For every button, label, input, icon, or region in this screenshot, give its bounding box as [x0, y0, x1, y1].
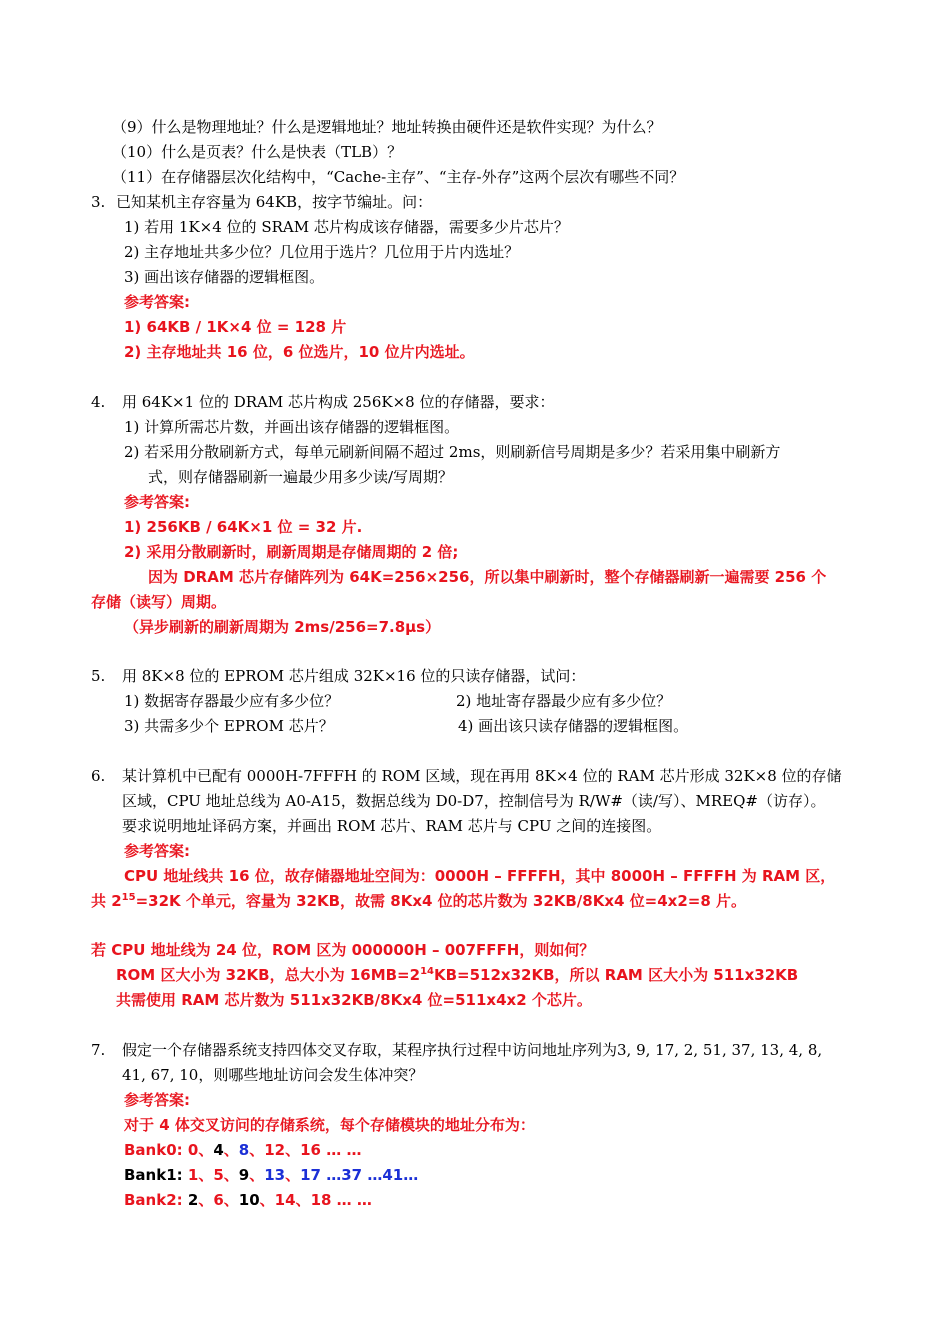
q3-number: 3.	[91, 193, 106, 211]
q4-answer-3: 因为 DRAM 芯片存储阵列为 64K=256×256，所以集中刷新时，整个存储器刷新一遍需要 256 个	[148, 568, 827, 586]
bank1-value-4: 17	[300, 1166, 321, 1184]
q3-sub-2: 2) 主存地址共多少位？几位用于选片？几位用于片内选址？	[124, 243, 520, 261]
bank2-sep-2: 、	[223, 1191, 239, 1209]
q6-line-3: 要求说明地址译码方案，并画出 ROM 芯片、RAM 芯片与 CPU 之间的连接图。	[122, 817, 662, 835]
q4-answer-2: 2) 采用分散刷新时，刷新周期是存储周期的 2 倍;	[124, 543, 459, 561]
q3-sub-1: 1) 若用 1K×4 位的 SRAM 芯片构成该存储器，需要多少片芯片？	[124, 218, 569, 236]
bank2-value-4: 18 … …	[310, 1191, 372, 1209]
bank0-value-3: 12	[264, 1141, 286, 1159]
question-9: （9）什么是物理地址？什么是逻辑地址？地址转换由硬件还是软件实现？为什么？	[112, 118, 662, 136]
bank0-value-0: 0	[187, 1141, 199, 1159]
bank1-value-0: 1	[187, 1166, 199, 1184]
bank0-sep-3: 、	[249, 1141, 265, 1159]
q4-sub-2b: 式，则存储器刷新一遍最少用多少读/写周期？	[148, 468, 454, 486]
q6-answer-2	[91, 891, 746, 914]
q5-sub-2: 2) 地址寄存器最少应有多少位？	[456, 692, 672, 710]
q4-number: 4.	[91, 393, 106, 411]
bank1-value-1: 5	[213, 1166, 224, 1184]
q7-line-1: 假定一个存储器系统支持四体交叉存取，某程序执行过程中访问地址序列为3, 9, 17, 2, 51, 37, 13, 4, 8,	[122, 1041, 823, 1059]
bank1-label: Bank1:	[124, 1166, 188, 1184]
bank0-sep-4: 、	[285, 1141, 301, 1159]
q4-answer-1: 1) 256KB / 64K×1 位 = 32 片.	[124, 518, 363, 536]
q6-answer-2-post: =32K 个单元，容量为 32KB，故需 8Kx4 位的芯片数为 32KB/8Kx4 位=4x2=8 片。	[135, 892, 747, 910]
bank2-value-1: 6	[213, 1191, 224, 1209]
q3-answer-1: 1) 64KB / 1K×4 位 = 128 片	[124, 318, 347, 336]
q4-answer-5: （异步刷新的刷新周期为 2ms/256=7.8μs）	[124, 618, 441, 636]
question-10: （10）什么是页表？什么是快表（TLB）？	[112, 143, 403, 161]
q6-line-2: 区域，CPU 地址总线为 A0-A15，数据总线为 D0-D7，控制信号为 R/W#（读/写）、MREQ#（访存）。	[122, 792, 826, 810]
q6-line-1: 某计算机中已配有 0000H-7FFFH 的 ROM 区域，现在再用 8K×4 位的 RAM 芯片形成 32K×8 位的存储	[122, 767, 842, 785]
q6-extension-3: 共需使用 RAM 芯片数为 511x32KB/8Kx4 位=511x4x2 个芯片。	[116, 991, 592, 1009]
q4-answer-label: 参考答案:	[124, 493, 190, 511]
bank0-sep-2: 、	[223, 1141, 239, 1159]
bank2-sep-3: 、	[259, 1191, 275, 1209]
q6-answer-2-exponent: 15	[121, 892, 136, 903]
q6-answer-label: 参考答案:	[124, 842, 190, 860]
q5-stem: 用 8K×8 位的 EPROM 芯片组成 32K×16 位的只读存储器，试问：	[122, 667, 586, 685]
bank2-value-2: 10	[238, 1191, 260, 1209]
q7-answer-label: 参考答案:	[124, 1091, 190, 1109]
bank1-value-2: 9	[238, 1166, 250, 1184]
bank2-sep-1: 、	[198, 1191, 214, 1209]
bank2-value-0: 2	[187, 1191, 199, 1209]
q5-sub-4: 4) 画出该只读存储器的逻辑框图。	[458, 717, 689, 735]
q3-stem: 已知某机主存容量为 64KB，按字节编址。问：	[116, 193, 433, 211]
q3-sub-3: 3) 画出该存储器的逻辑框图。	[124, 268, 325, 286]
bank0-value-1: 4	[213, 1141, 224, 1159]
bank1-sep-2: 、	[223, 1166, 239, 1184]
q6-extension-1: 若 CPU 地址线为 24 位，ROM 区为 000000H – 007FFFH，则如何？	[91, 941, 595, 959]
bank0-value-2: 8	[238, 1141, 250, 1159]
bank0-value-4: 16 … …	[300, 1141, 362, 1159]
q3-answer-label: 参考答案:	[124, 293, 190, 311]
q4-stem: 用 64K×1 位的 DRAM 芯片构成 256K×8 位的存储器，要求：	[122, 393, 555, 411]
question-11: （11）在存储器层次化结构中，“Cache-主存”、“主存-外存”这两个层次有哪些不同？	[112, 168, 685, 186]
q7-number: 7.	[91, 1041, 106, 1059]
q3-answer-2: 2) 主存地址共 16 位，6 位选片，10 位片内选址。	[124, 343, 475, 361]
q4-sub-1: 1) 计算所需芯片数，并画出该存储器的逻辑框图。	[124, 418, 460, 436]
bank2-sep-4: 、	[295, 1191, 311, 1209]
q6-number: 6.	[91, 767, 106, 785]
q4-sub-2a: 2) 若采用分散刷新方式，每单元刷新间隔不超过 2ms，则刷新信号周期是多少？若采用集中刷新方	[124, 443, 781, 461]
q5-sub-3: 3) 共需多少个 EPROM 芯片？	[124, 717, 334, 735]
bank2-label: Bank2:	[124, 1191, 188, 1209]
q6-extension-2	[116, 965, 798, 988]
bank1-value-3: 13	[264, 1166, 286, 1184]
bank1-sep-4: 、	[285, 1166, 301, 1184]
q6-extension-2-pre: ROM 区大小为 32KB，总大小为 16MB=2	[116, 966, 421, 984]
bank1-value-6: …41…	[362, 1166, 419, 1184]
bank0-label: Bank0:	[124, 1141, 188, 1159]
bank1-sep-3: 、	[249, 1166, 265, 1184]
q6-extension-2-post: KB=512x32KB，所以 RAM 区大小为 511x32KB	[434, 966, 799, 984]
bank1-row	[124, 1165, 418, 1185]
bank2-row	[124, 1190, 372, 1210]
bank0-sep-1: 、	[198, 1141, 214, 1159]
q7-answer-1: 对于 4 体交叉访问的存储系统，每个存储模块的地址分布为：	[124, 1116, 535, 1134]
bank1-sep-1: 、	[198, 1166, 214, 1184]
bank1-value-5: …37	[321, 1166, 363, 1184]
q6-answer-2-pre: 共 2	[91, 892, 122, 910]
q7-line-2: 41, 67, 10，则哪些地址访问会发生体冲突？	[122, 1066, 424, 1084]
q5-number: 5.	[91, 667, 106, 685]
q5-sub-1: 1) 数据寄存器最少应有多少位？	[124, 692, 340, 710]
q6-answer-1: CPU 地址线共 16 位，故存储器地址空间为：0000H – FFFFH，其中 8000H – FFFFH 为 RAM 区，	[124, 867, 836, 885]
bank0-row	[124, 1140, 361, 1160]
q6-extension-2-exponent: 14	[420, 966, 434, 977]
q4-answer-4: 存储（读写）周期。	[91, 593, 227, 611]
bank2-value-3: 14	[274, 1191, 296, 1209]
